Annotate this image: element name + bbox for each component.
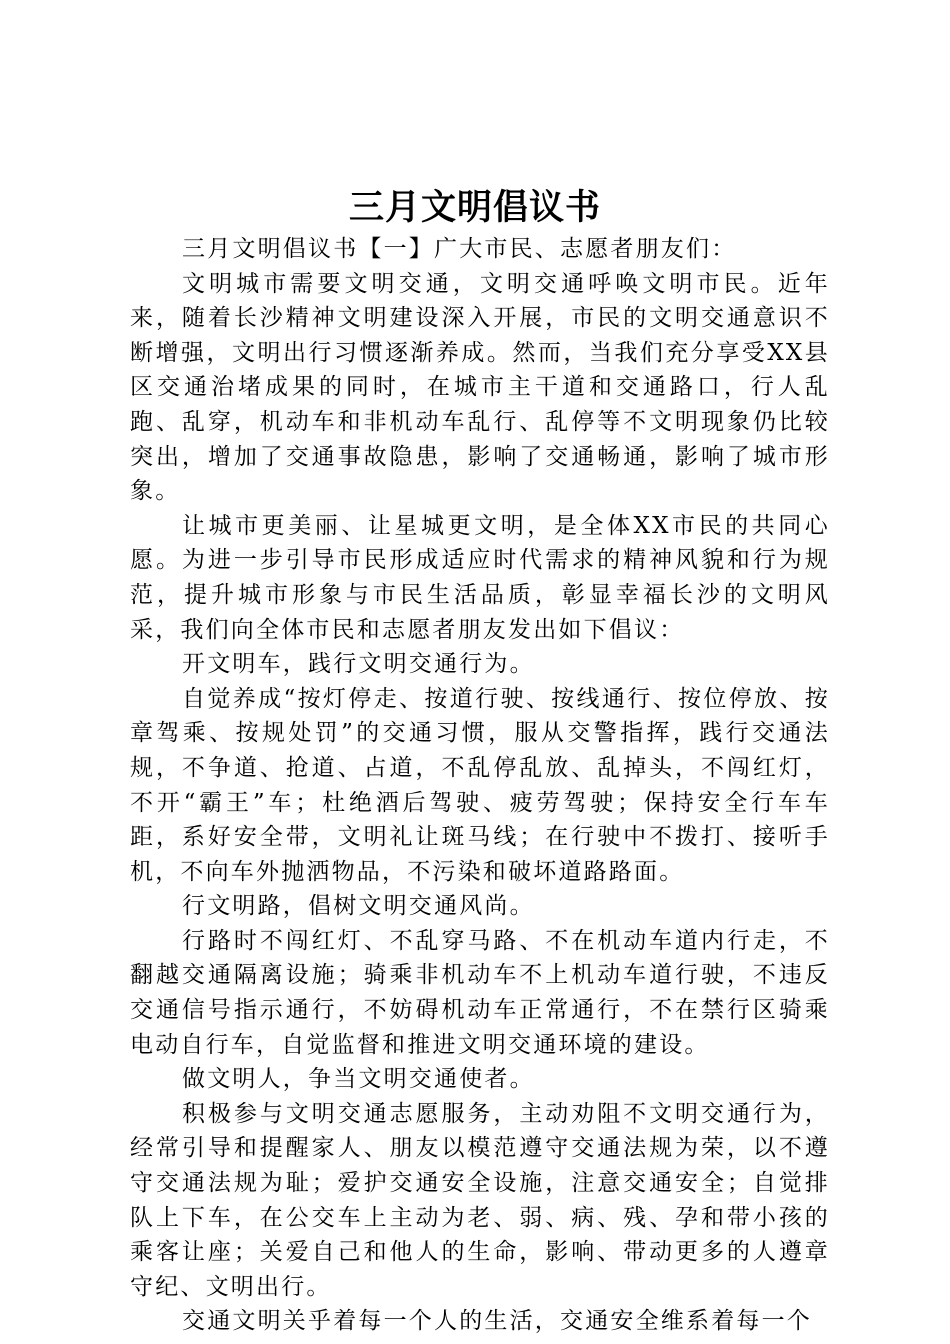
paragraph-background: 文明城市需要文明交通，文明交通呼唤文明市民。近年来，随着长沙精神文明建设深入开展，市民的文明交通意识不断增强，文明出行习惯逐渐养成。然而，当我们充分享受XX县区交通治堵成果的同时，在城市主干道和交通路口，行人乱跑、乱穿，机动车和非机动车乱行、乱停等不文明现象仍比较突出，增加了交通事故隐患，影响了交通畅通，影响了城市形象。 — [130, 270, 830, 505]
heading-walk-civilized: 行文明路，倡树文明交通风尚。 — [182, 893, 535, 920]
paragraph-closing: 交通文明关乎着每一个人的生活，交通安全维系着每一个 — [182, 1308, 812, 1335]
heading-be-civilized: 做文明人，争当文明交通使者。 — [182, 1066, 535, 1093]
document-body — [130, 232, 830, 1339]
paragraph-drive-civilized: 自觉养成“按灯停走、按道行驶、按线通行、按位停放、按章驾乘、按规处罚”的交通习惯，服从交警指挥，践行交通法规，不争道、抢道、占道，不乱停乱放、乱掉头，不闯红灯，不开“霸王”车；杜绝酒后驾驶、疲劳驾驶；保持安全行车车距，系好安全带，文明礼让斑马线；在行驶中不拨打、接听手机，不向车外抛洒物品，不污染和破坏道路路面。 — [130, 685, 830, 885]
paragraph-be-civilized: 积极参与文明交通志愿服务，主动劝阻不文明交通行为，经常引导和提醒家人、朋友以模范遵守交通法规为荣，以不遵守交通法规为耻；爱护交通安全设施，注意交通安全；自觉排队上下车，在公交车上主动为老、弱、病、残、孕和带小孩的乘客让座；关爱自己和他人的生命，影响、带动更多的人遵章守纪、文明出行。 — [130, 1100, 830, 1300]
paragraph-walk-civilized: 行路时不闯红灯、不乱穿马路、不在机动车道内行走，不翻越交通隔离设施；骑乘非机动车不上机动车道行驶，不违反交通信号指示通行，不妨碍机动车正常通行，不在禁行区骑乘电动自行车，自觉监督和推进文明交通环境的建设。 — [130, 927, 830, 1058]
document-title: 三月文明倡议书 — [348, 187, 601, 228]
paragraph-wish: 让城市更美丽、让星城更文明，是全体XX市民的共同心愿。为进一步引导市民形成适应时代需求的精神风貌和行为规范，提升城市形象与市民生活品质，彰显幸福长沙的文明风采，我们向全体市民和志愿者朋友发出如下倡议： — [130, 512, 830, 643]
paragraph-intro: 三月文明倡议书【一】广大市民、志愿者朋友们： — [182, 236, 737, 262]
heading-drive-civilized: 开文明车，践行文明交通行为。 — [182, 651, 535, 678]
